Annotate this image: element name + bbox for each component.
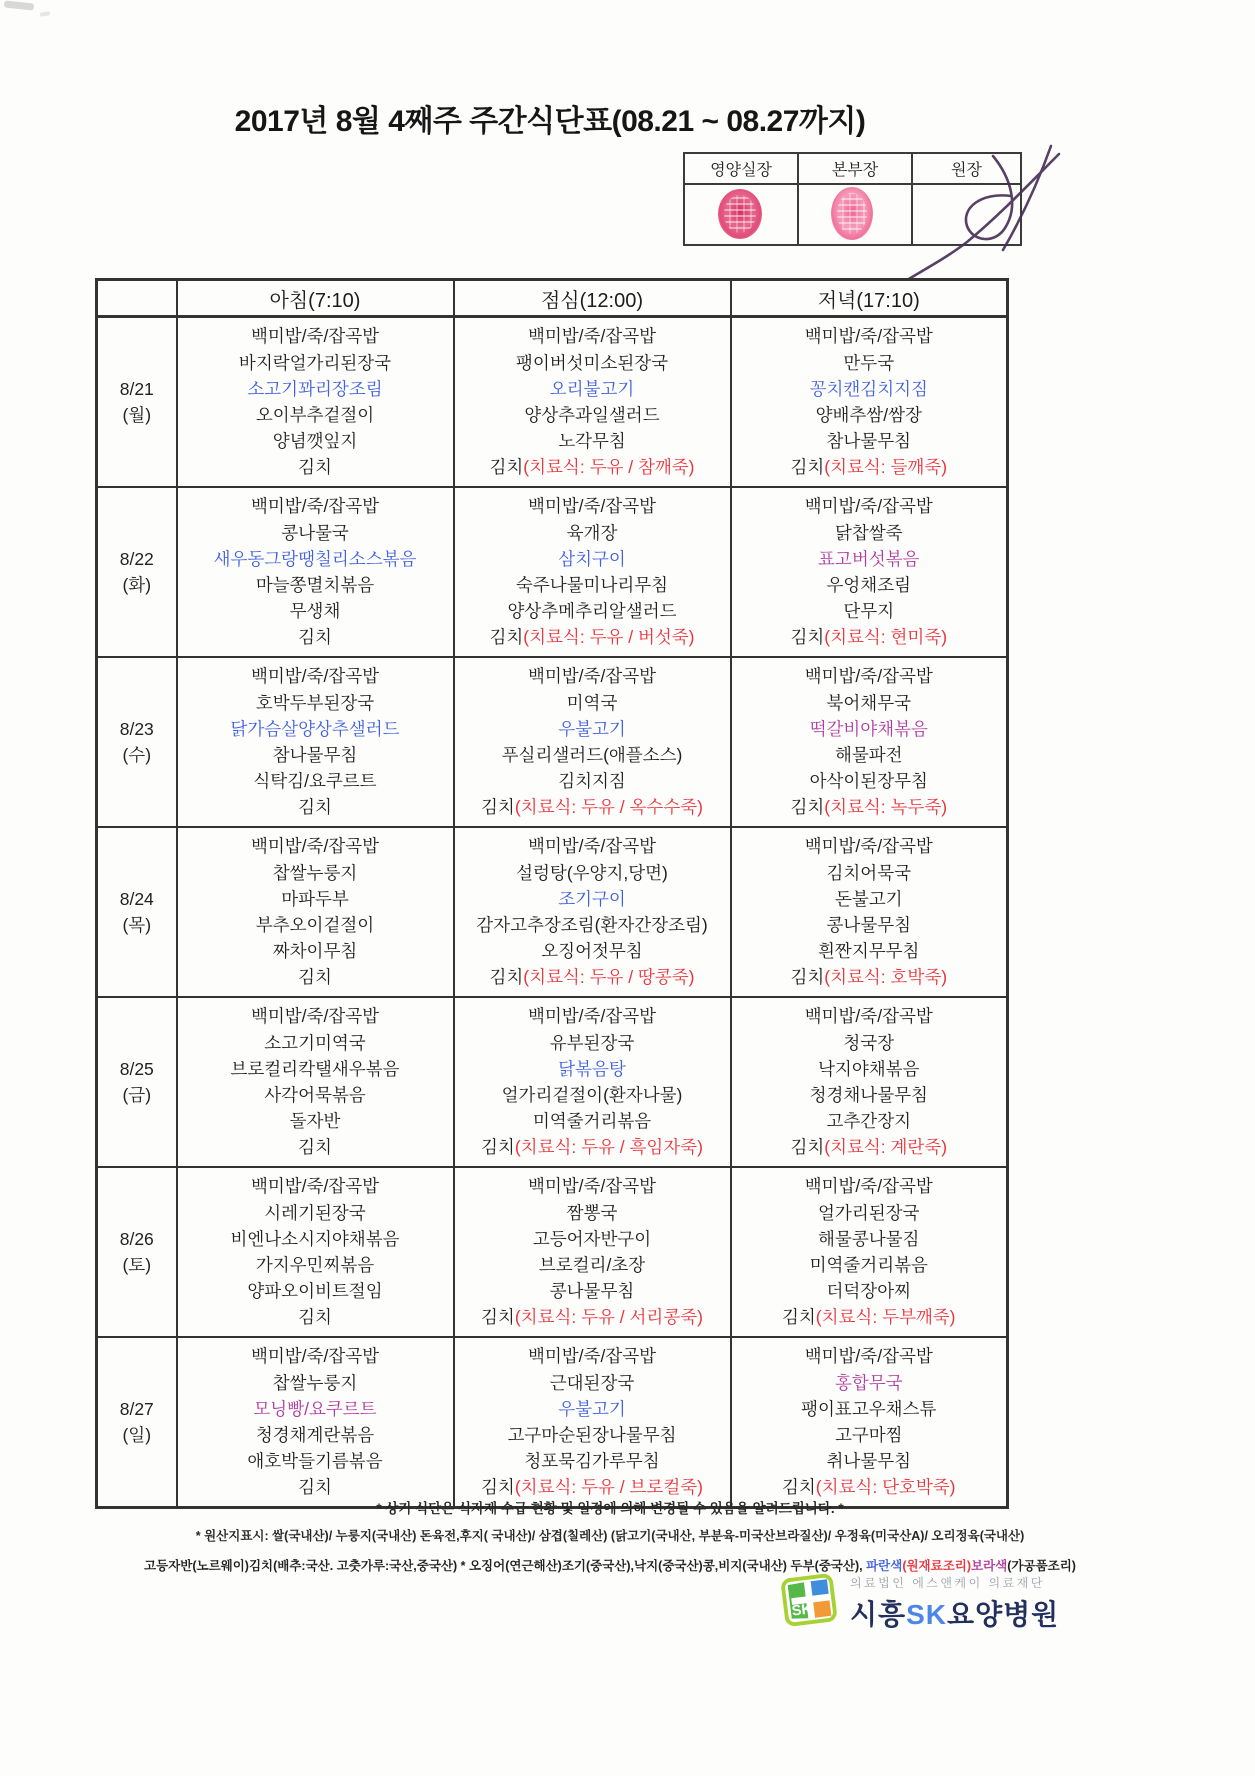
menu-item: 백미밥/죽/잡곡밥 bbox=[527, 1176, 657, 1197]
menu-item: 근대된장국 bbox=[549, 1372, 635, 1393]
lunch-cell bbox=[454, 827, 731, 997]
menu-item: 백미밥/죽/잡곡밥 bbox=[250, 836, 380, 857]
menu-item: 고구마찜 bbox=[834, 1425, 903, 1445]
day-of-week: (목) bbox=[122, 915, 152, 935]
menu-item: 해물콩나물짐 bbox=[818, 1228, 920, 1249]
menu-item-segment: 김치 bbox=[489, 967, 524, 988]
lunch-cell bbox=[454, 487, 731, 657]
menu-item: 백미밥/죽/잡곡밥 bbox=[804, 836, 933, 857]
menu-item: 시레기된장국 bbox=[264, 1202, 366, 1223]
dinner-cell bbox=[731, 827, 1008, 997]
menu-item-segment: 김치 bbox=[489, 457, 524, 478]
menu-item: 숙주나물미나리무침 bbox=[515, 575, 669, 595]
menu-item-segment: (치료식: 호박죽) bbox=[824, 967, 948, 988]
menu-row-8/23 bbox=[97, 657, 1008, 827]
lunch-cell bbox=[454, 317, 731, 488]
menu-item: 양념깻잎지 bbox=[272, 431, 358, 452]
menu-item: 소고기미역국 bbox=[264, 1032, 366, 1053]
foundation-name: 의료법인 에스앤케이 의료재단 bbox=[850, 1576, 1045, 1590]
day-cell bbox=[97, 487, 177, 657]
menu-row-8/21 bbox=[97, 317, 1008, 488]
menu-item: 짬뽕국 bbox=[566, 1202, 618, 1223]
menu-item: 참나물무침 bbox=[272, 745, 358, 765]
menu-item-segment: (치료식: 현미죽) bbox=[824, 627, 948, 648]
menu-item: 만두국 bbox=[843, 352, 895, 373]
menu-item: 찹쌀누룽지 bbox=[272, 862, 358, 883]
day-date: 8/27 bbox=[119, 1399, 154, 1419]
menu-row-8/27 bbox=[97, 1337, 1008, 1508]
menu-header-row bbox=[97, 280, 1008, 317]
menu-item: 유부된장국 bbox=[549, 1032, 635, 1053]
footnote-segment: (원재료조리) bbox=[902, 1559, 972, 1573]
day-date: 8/22 bbox=[119, 549, 154, 569]
menu-item: 양파오이비트절임 bbox=[247, 1281, 383, 1302]
menu-item: 사각어묵볶음 bbox=[264, 1085, 366, 1105]
menu-item bbox=[455, 794, 730, 820]
menu-item: 떡갈비야채볶음 bbox=[809, 718, 928, 739]
page-title: 2017년 8월 4째주 주간식단표(08.21 ~ 08.27까지) bbox=[234, 105, 866, 138]
approval-cell bbox=[912, 184, 1021, 245]
menu-item-segment: 김치 bbox=[790, 967, 825, 988]
menu-item: 팽이표고우채스튜 bbox=[801, 1398, 937, 1419]
menu-item: 감자고추장조림(환자간장조림) bbox=[476, 915, 708, 935]
menu-item-segment: (치료식: 두유 / 버섯죽) bbox=[523, 627, 695, 648]
breakfast-cell bbox=[177, 1337, 454, 1508]
menu-item: 백미밥/죽/잡곡밥 bbox=[250, 1176, 380, 1197]
menu-item: 삼치구이 bbox=[558, 548, 626, 569]
day-cell bbox=[97, 317, 177, 488]
menu-header-day bbox=[97, 280, 177, 317]
day-date: 8/23 bbox=[119, 719, 154, 739]
menu-item: 아삭이된장무침 bbox=[809, 771, 928, 792]
menu-item-segment: 김치 bbox=[481, 1307, 515, 1328]
menu-item-segment: (치료식: 두유 / 브로컬죽) bbox=[514, 1477, 703, 1498]
menu-item: 백미밥/죽/잡곡밥 bbox=[250, 326, 380, 347]
menu-item-segment: 김치 bbox=[481, 1477, 515, 1498]
menu-item: 육개장 bbox=[566, 522, 618, 543]
menu-item: 브로컬리/초장 bbox=[538, 1255, 646, 1275]
menu-item: 백미밥/죽/잡곡밥 bbox=[250, 1346, 380, 1367]
day-of-week: (월) bbox=[122, 405, 152, 425]
menu-header-breakfast: 아침(7:10) bbox=[177, 280, 454, 317]
day-date: 8/24 bbox=[119, 889, 154, 909]
menu-item bbox=[455, 1134, 730, 1160]
approval-box bbox=[683, 152, 1022, 246]
footnote-segment: (가공품조리) bbox=[1007, 1559, 1076, 1573]
menu-header-lunch: 점심(12:00) bbox=[454, 280, 731, 317]
approval-table bbox=[683, 152, 1022, 246]
menu-item: 해물파전 bbox=[834, 745, 903, 765]
menu-item: 김치 bbox=[298, 967, 332, 988]
menu-item-segment: (치료식: 두유 / 서리콩죽) bbox=[514, 1307, 703, 1328]
approval-col-nutrition-director: 영양실장 bbox=[684, 153, 798, 184]
day-date: 8/25 bbox=[119, 1059, 154, 1079]
menu-item: 양배추쌈/쌈장 bbox=[815, 405, 922, 425]
breakfast-cell bbox=[177, 1167, 454, 1337]
menu-item-segment: (치료식: 단호박죽) bbox=[815, 1477, 956, 1498]
menu-item: 양상추메추리알샐러드 bbox=[507, 601, 677, 622]
menu-item-segment: 김치 bbox=[781, 1477, 816, 1498]
menu-item: 무생채 bbox=[289, 601, 341, 622]
menu-item: 우불고기 bbox=[558, 718, 626, 739]
menu-item: 김치어묵국 bbox=[826, 862, 912, 883]
menu-item: 청경채나물무침 bbox=[809, 1085, 928, 1105]
menu-item-segment: (치료식: 두유 / 옥수수죽) bbox=[514, 797, 703, 818]
menu-item: 김치 bbox=[298, 1477, 332, 1498]
hospital-name-sk: SK bbox=[906, 1599, 948, 1630]
menu-item: 브로컬리칵탤새우볶음 bbox=[230, 1058, 400, 1079]
menu-item: 닭볶음탕 bbox=[558, 1058, 626, 1079]
menu-item: 백미밥/죽/잡곡밥 bbox=[250, 496, 380, 517]
menu-item: 호박두부된장국 bbox=[255, 692, 375, 713]
day-cell bbox=[97, 1167, 177, 1337]
sk-hospital-logo-icon bbox=[780, 1570, 838, 1630]
hospital-logo bbox=[780, 1570, 1059, 1633]
menu-item: 백미밥/죽/잡곡밥 bbox=[804, 326, 933, 347]
lunch-cell bbox=[454, 657, 731, 827]
footnote-change-notice: * 상기 식단은 식자재 수급 현황 및 일정에 의해 변경될 수 있음을 알려드립니다. * bbox=[376, 1501, 844, 1516]
menu-item-segment: 김치 bbox=[481, 797, 515, 818]
menu-item bbox=[732, 794, 1007, 820]
menu-item: 오이부추겉절이 bbox=[255, 405, 375, 425]
hospital-logo-text bbox=[850, 1570, 1059, 1633]
menu-item-segment: 김치 bbox=[489, 627, 524, 648]
menu-item: 얼가리된장국 bbox=[818, 1202, 920, 1223]
red-seal-stamp-icon bbox=[831, 187, 873, 240]
menu-item: 노각무침 bbox=[558, 431, 626, 452]
menu-item: 백미밥/죽/잡곡밥 bbox=[527, 1346, 657, 1367]
approval-cell bbox=[684, 184, 798, 245]
menu-item: 가지우민찌볶음 bbox=[255, 1255, 375, 1275]
menu-item: 꽁치캔김치지짐 bbox=[809, 378, 928, 399]
menu-item: 돌자반 bbox=[289, 1111, 341, 1132]
menu-item-segment: (치료식: 들깨죽) bbox=[824, 457, 948, 478]
lunch-cell bbox=[454, 1337, 731, 1508]
hospital-name: 시흥SK요양병원 bbox=[850, 1599, 1060, 1630]
approval-col-division-head: 본부장 bbox=[798, 153, 912, 184]
menu-item-segment: 김치 bbox=[790, 797, 825, 818]
menu-row-8/22 bbox=[97, 487, 1008, 657]
menu-item: 김치 bbox=[298, 627, 332, 648]
menu-item: 백미밥/죽/잡곡밥 bbox=[527, 836, 657, 857]
menu-item-segment: (치료식: 계란죽) bbox=[824, 1137, 948, 1158]
menu-item: 김치 bbox=[298, 1307, 332, 1328]
menu-item: 김치지짐 bbox=[558, 771, 626, 792]
menu-item: 마파두부 bbox=[281, 888, 349, 909]
menu-table bbox=[95, 278, 1009, 1509]
menu-item: 양상추과일샐러드 bbox=[524, 405, 660, 425]
menu-item: 홍합무국 bbox=[834, 1372, 903, 1393]
menu-item-segment: 김치 bbox=[790, 1137, 825, 1158]
day-of-week: (화) bbox=[122, 575, 152, 595]
menu-item: 백미밥/죽/잡곡밥 bbox=[527, 1006, 657, 1027]
menu-item: 애호박들기름볶음 bbox=[247, 1451, 383, 1472]
menu-item: 참나물무침 bbox=[826, 431, 912, 452]
menu-item: 우엉채조림 bbox=[826, 575, 912, 595]
day-of-week: (금) bbox=[122, 1085, 152, 1105]
menu-item: 백미밥/죽/잡곡밥 bbox=[527, 666, 657, 687]
lunch-cell bbox=[454, 997, 731, 1167]
menu-item: 김치 bbox=[298, 457, 332, 478]
menu-item: 흰짠지무무침 bbox=[818, 941, 920, 962]
dinner-cell bbox=[731, 657, 1008, 827]
menu-item-segment: 김치 bbox=[481, 1137, 515, 1158]
menu-item bbox=[732, 1134, 1007, 1160]
menu-item: 백미밥/죽/잡곡밥 bbox=[527, 496, 657, 517]
menu-item: 닭가슴살양상추샐러드 bbox=[230, 718, 400, 739]
footnote-segment: 보라색 bbox=[971, 1559, 1008, 1573]
menu-item: 단무지 bbox=[843, 601, 895, 622]
menu-item bbox=[732, 624, 1007, 650]
scan-artifact bbox=[4, 0, 35, 10]
menu-item: 마늘쫑멸치볶음 bbox=[255, 575, 375, 595]
menu-header-dinner: 저녁(17:10) bbox=[731, 280, 1008, 317]
menu-item-segment: 김치 bbox=[790, 457, 825, 478]
menu-item: 돈불고기 bbox=[834, 888, 903, 909]
dinner-cell bbox=[731, 1337, 1008, 1508]
day-cell bbox=[97, 1337, 177, 1508]
day-date: 8/26 bbox=[119, 1229, 154, 1249]
day-cell bbox=[97, 997, 177, 1167]
menu-item: 미역줄거리볶음 bbox=[809, 1255, 928, 1275]
menu-item: 설렁탕(우양지,당면) bbox=[516, 862, 668, 883]
lunch-cell bbox=[454, 1167, 731, 1337]
menu-item: 청경채계란볶음 bbox=[255, 1425, 375, 1445]
menu-item: 백미밥/죽/잡곡밥 bbox=[250, 1006, 380, 1027]
menu-item-segment: 김치 bbox=[790, 627, 825, 648]
footnote-origin-labels-1: * 원산지표시: 쌀(국내산)/ 누룽지(국내산) 돈육전,후지( 국내산)/ 삼겹(칠레산) (닭고기(국내산, 부분육-미국산브라질산)/ 우정육(미국산A)/ 오리정육(국내산) bbox=[195, 1529, 1025, 1543]
menu-item bbox=[455, 964, 730, 990]
dinner-cell bbox=[731, 317, 1008, 488]
menu-item: 짜차이무침 bbox=[272, 941, 358, 962]
menu-item: 팽이버섯미소된장국 bbox=[515, 352, 669, 373]
menu-item bbox=[732, 964, 1007, 990]
menu-item: 백미밥/죽/잡곡밥 bbox=[804, 1176, 933, 1197]
red-seal-stamp-icon bbox=[718, 189, 762, 239]
menu-item: 표고버섯볶음 bbox=[818, 548, 920, 569]
menu-item: 오리불고기 bbox=[549, 378, 635, 399]
menu-item: 백미밥/죽/잡곡밥 bbox=[250, 666, 380, 687]
day-cell bbox=[97, 657, 177, 827]
breakfast-cell bbox=[177, 317, 454, 488]
menu-item: 청포묵김가루무침 bbox=[524, 1451, 660, 1472]
day-of-week: (일) bbox=[122, 1425, 152, 1445]
menu-item bbox=[455, 624, 730, 650]
breakfast-cell bbox=[177, 997, 454, 1167]
approval-col-director: 원장 bbox=[912, 153, 1021, 184]
breakfast-cell bbox=[177, 657, 454, 827]
menu-item: 오징어젓무침 bbox=[541, 941, 643, 962]
footnote-segment: 파란색 bbox=[866, 1559, 903, 1573]
menu-item: 콩나물무침 bbox=[549, 1281, 635, 1302]
menu-item: 콩나물무침 bbox=[826, 915, 912, 935]
menu-item: 백미밥/죽/잡곡밥 bbox=[804, 496, 933, 517]
menu-item: 고추간장지 bbox=[826, 1111, 912, 1132]
menu-item: 미역국 bbox=[566, 692, 618, 713]
dinner-cell bbox=[731, 1167, 1008, 1337]
menu-item: 고구마순된장나물무침 bbox=[507, 1425, 677, 1445]
menu-row-8/25 bbox=[97, 997, 1008, 1167]
menu-item: 모닝빵/요쿠르트 bbox=[253, 1398, 377, 1419]
menu-item-segment: (치료식: 두유 / 땅콩죽) bbox=[523, 967, 695, 988]
day-of-week: (토) bbox=[122, 1255, 152, 1275]
menu-item: 백미밥/죽/잡곡밥 bbox=[804, 1346, 933, 1367]
menu-item-segment: (치료식: 두유 / 흑임자죽) bbox=[514, 1137, 703, 1158]
dinner-cell bbox=[731, 997, 1008, 1167]
menu-item-segment: (치료식: 두유 / 참깨죽) bbox=[523, 457, 695, 478]
menu-item: 조기구이 bbox=[558, 888, 626, 909]
day-of-week: (수) bbox=[122, 745, 152, 765]
menu-item-segment: 김치 bbox=[781, 1307, 816, 1328]
menu-item: 푸실리샐러드(애플소스) bbox=[501, 745, 683, 765]
menu-item: 미역줄거리볶음 bbox=[532, 1111, 652, 1132]
menu-item: 김치 bbox=[298, 797, 332, 818]
menu-item: 고등어자반구이 bbox=[532, 1228, 652, 1249]
menu-item: 백미밥/죽/잡곡밥 bbox=[527, 326, 657, 347]
menu-item: 닭찹쌀죽 bbox=[834, 522, 903, 543]
menu-item: 콩나물국 bbox=[281, 522, 349, 543]
menu-item: 새우동그랑땡칠리소스볶음 bbox=[213, 548, 417, 569]
menu-item: 백미밥/죽/잡곡밥 bbox=[804, 666, 933, 687]
menu-item: 바지락얼가리된장국 bbox=[238, 352, 392, 373]
day-cell bbox=[97, 827, 177, 997]
menu-item: 취나물무침 bbox=[826, 1451, 912, 1472]
menu-item bbox=[455, 454, 730, 480]
menu-item-segment: (치료식: 녹두죽) bbox=[824, 797, 948, 818]
menu-item: 부추오이겉절이 bbox=[255, 915, 375, 935]
scan-artifact bbox=[40, 11, 51, 17]
menu-item: 소고기꽈리장조림 bbox=[247, 378, 383, 399]
approval-cell bbox=[798, 184, 912, 245]
day-date: 8/21 bbox=[119, 379, 154, 399]
menu-item: 식탁김/요쿠르트 bbox=[253, 771, 377, 792]
menu-item: 북어채무국 bbox=[826, 692, 912, 713]
menu-item bbox=[455, 1304, 730, 1330]
menu-item bbox=[732, 1304, 1007, 1330]
menu-row-8/24 bbox=[97, 827, 1008, 997]
menu-row-8/26 bbox=[97, 1167, 1008, 1337]
breakfast-cell bbox=[177, 487, 454, 657]
menu-item-segment: (치료식: 두부깨죽) bbox=[815, 1307, 956, 1328]
menu-item: 김치 bbox=[298, 1137, 332, 1158]
svg-text:SK: SK bbox=[790, 1601, 813, 1620]
menu-item: 찹쌀누룽지 bbox=[272, 1372, 358, 1393]
menu-item: 비엔나소시지야채볶음 bbox=[230, 1228, 400, 1249]
menu-item: 더덕장아찌 bbox=[826, 1281, 912, 1302]
footnote-segment: 고등자반(노르웨이)김치(배추:국산. 고춧가루:국산,중국산) * 오징어(연근해산)조기(중국산),낙지(중국산)콩,비지(국내산) 두부(중국산), bbox=[144, 1559, 867, 1573]
menu-item: 백미밥/죽/잡곡밥 bbox=[804, 1006, 933, 1027]
breakfast-cell bbox=[177, 827, 454, 997]
dinner-cell bbox=[731, 487, 1008, 657]
menu-item: 낙지야채볶음 bbox=[818, 1058, 920, 1079]
menu-item: 얼가리겉절이(환자나물) bbox=[501, 1085, 683, 1105]
menu-item: 청국장 bbox=[843, 1032, 895, 1053]
menu-item bbox=[732, 454, 1007, 480]
menu-item: 우불고기 bbox=[558, 1398, 626, 1419]
